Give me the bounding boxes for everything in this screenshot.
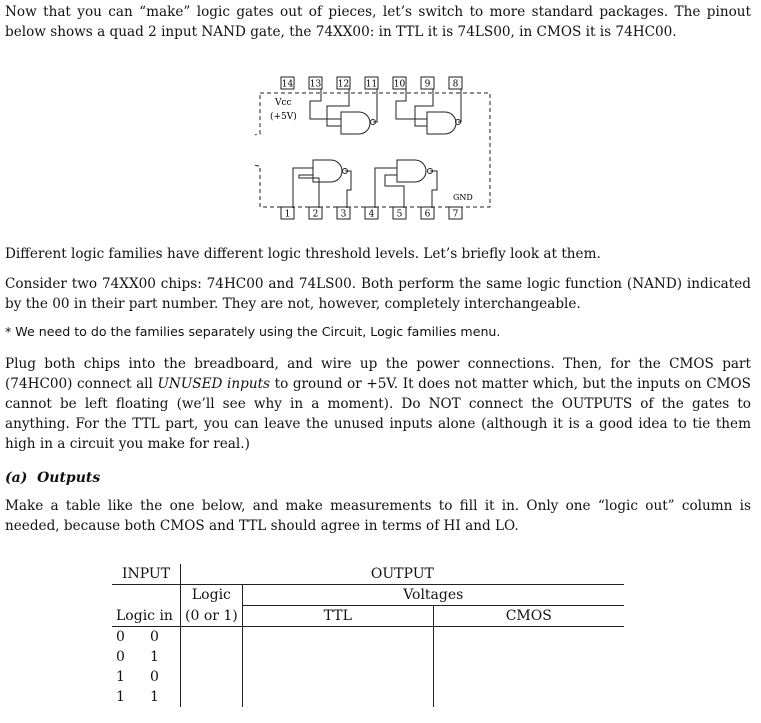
section-title: Outputs xyxy=(37,470,101,486)
input-a-cell: 1 xyxy=(116,689,125,705)
logic-header: Logic xyxy=(181,585,243,606)
inputs-emphasis: inputs xyxy=(227,376,271,392)
bottom-pin-label: 1 xyxy=(284,209,291,220)
nand-gate-3 xyxy=(313,160,342,182)
bottom-pin-label: 5 xyxy=(396,209,403,220)
nand-gate-1 xyxy=(341,112,370,134)
top-pin-label: 11 xyxy=(365,79,378,90)
ttl-header: TTL xyxy=(242,606,433,627)
logic-in-header: Logic in xyxy=(112,606,181,627)
table-row xyxy=(112,627,624,648)
plug-paragraph xyxy=(5,354,751,454)
table-row xyxy=(112,667,624,687)
input-a-cell: 1 xyxy=(116,669,125,685)
input-b-cell: 1 xyxy=(146,687,181,707)
intro-paragraph: Now that you can “make” logic gates out of pieces, let’s switch to more standard packages. The pinout below shows a quad 2 input NAND gate, the 74XX00: in TTL it is 74LS00, in CMOS it is 74HC00. xyxy=(5,4,751,40)
gnd-label: GND xyxy=(453,193,473,202)
top-pin-label: 14 xyxy=(281,79,294,90)
plug-text-2: to ground or +5V. It does not matter which, but the inputs on CMOS cannot be left floating (we’ll see why in a moment). Do NOT connect the OUTPUTS of the gates to anything. For the TTL part, you can leave the unused inputs alone (although it is a good idea to tie them high in a circuit you make for real.) xyxy=(5,376,751,452)
vcc-value-label: (+5V) xyxy=(270,112,297,122)
unused-emphasis: UNUSED xyxy=(157,376,223,392)
input-b-cell: 1 xyxy=(146,647,181,667)
input-b-cell: 0 xyxy=(146,627,181,648)
table-paragraph: Make a table like the one below, and make measurements to fill it in. Only one “logic out” column is needed, because both CMOS and TTL should agree in terms of HI and LO. xyxy=(5,498,751,534)
cmos-header: CMOS xyxy=(433,606,624,627)
output-header: OUTPUT xyxy=(181,564,624,585)
bottom-pin-label: 4 xyxy=(368,209,375,220)
bottom-pin-label: 3 xyxy=(340,209,347,220)
top-pin-label: 12 xyxy=(337,79,350,90)
nand-gate-2 xyxy=(427,112,456,134)
input-b-cell: 0 xyxy=(146,667,181,687)
bottom-pin-label: 7 xyxy=(452,209,459,220)
nand-gate-4 xyxy=(397,160,426,182)
table-row xyxy=(112,647,624,667)
chip-outline xyxy=(255,93,490,207)
bottom-pin-label: 6 xyxy=(424,209,431,220)
families-paragraph: Different logic families have different logic threshold levels. Let’s briefly look at them. xyxy=(5,246,601,262)
section-label: (a) xyxy=(5,470,28,486)
section-heading xyxy=(5,468,751,488)
top-pin-label: 13 xyxy=(309,79,322,90)
measurement-table xyxy=(112,564,624,707)
nand-pinout-diagram xyxy=(255,74,495,220)
table-row xyxy=(112,687,624,707)
vcc-label: Vcc xyxy=(275,98,292,108)
bottom-pin-label: 2 xyxy=(312,209,319,220)
logic-sub-header: (0 or 1) xyxy=(181,606,243,627)
input-a-cell: 0 xyxy=(116,629,125,645)
note-text: * We need to do the families separately using the Circuit, Logic families menu. xyxy=(5,324,501,339)
top-pin-label: 9 xyxy=(424,79,431,90)
consider-paragraph: Consider two 74XX00 chips: 74HC00 and 74LS00. Both perform the same logic function (NAND) indicated by the 00 in their part number. They are not, however, completely interchangeable. xyxy=(5,276,751,312)
top-pin-label: 10 xyxy=(393,79,406,90)
input-a-cell: 0 xyxy=(116,649,125,665)
gate-wiring xyxy=(293,89,461,208)
input-header: INPUT xyxy=(112,564,181,585)
voltages-header: Voltages xyxy=(242,585,624,606)
plug-text-1: Plug both chips into the breadboard, and wire up the power connections. Then, for the CMOS part (74HC00) connect all xyxy=(5,356,751,392)
top-pin-label: 8 xyxy=(452,79,459,90)
